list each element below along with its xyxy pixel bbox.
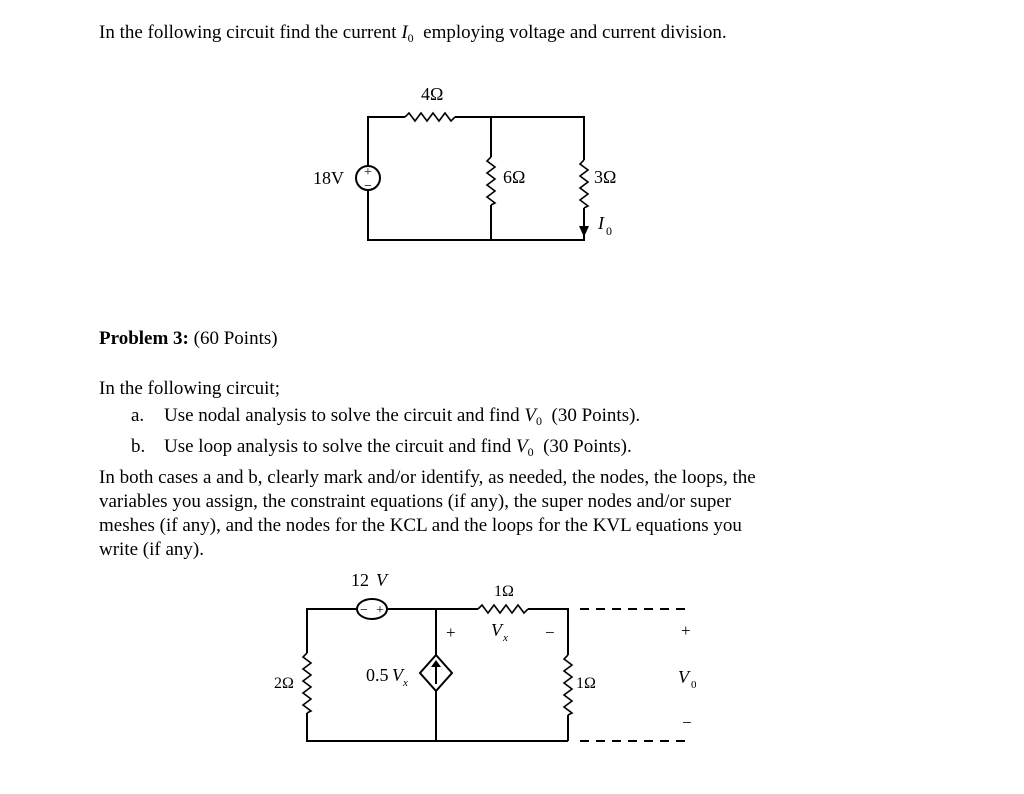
- c2-dep-coef: 0.5: [366, 665, 389, 685]
- c2-vo-var: V: [678, 667, 689, 687]
- c1-top-wire-right: [455, 117, 584, 160]
- list-tail: (30 Points).: [543, 436, 632, 457]
- c2-dep-arrow-head: [431, 660, 441, 667]
- c1-current-var: I: [598, 213, 604, 233]
- list-text: Use loop analysis to solve the circuit and find: [164, 436, 512, 457]
- c1-label-3ohm: 3Ω: [594, 167, 617, 187]
- problem-points: (60 Points): [193, 328, 278, 349]
- paragraph-line: write (if any).: [99, 539, 204, 560]
- c2-vo-minus: −: [682, 713, 692, 732]
- c2-dep-var: V: [392, 665, 403, 685]
- question-current-var: I: [401, 22, 408, 43]
- c1-current-sub: 0: [606, 224, 612, 238]
- circuit-1: [313, 84, 616, 240]
- c2-top-wire: [387, 609, 478, 655]
- c1-label-6ohm: 6Ω: [503, 167, 526, 187]
- c1-label-4ohm: 4Ω: [421, 84, 444, 104]
- c2-vx-plus: +: [446, 623, 456, 642]
- c2-resistor-2ohm: [303, 653, 311, 713]
- list-sub: 0: [527, 445, 534, 459]
- c2-label-top-1ohm: 1Ω: [494, 583, 514, 600]
- c2-vo-sub: 0: [691, 679, 697, 691]
- paragraph-line: In both cases a and b, clearly mark and/or identify, as needed, the nodes, the loops, the: [99, 467, 756, 488]
- c2-dep-sub: x: [403, 677, 408, 689]
- question-text: In the following circuit find the current: [99, 22, 397, 43]
- c1-right-wire: [368, 191, 584, 240]
- c2-left-wire: [307, 609, 568, 741]
- paragraph-line: variables you assign, the constraint equations (if any), the super nodes and/or super: [99, 491, 732, 512]
- list-text: Use nodal analysis to solve the circuit and find: [164, 405, 520, 426]
- c2-vx-var: V: [491, 620, 502, 640]
- paragraph-line: meshes (if any), and the nodes for the KCL and the loops for the KVL equations you: [99, 515, 742, 536]
- c2-resistor-top-1ohm: [478, 605, 528, 613]
- c1-resistor-3ohm: [580, 160, 588, 208]
- c2-vx-minus: −: [545, 623, 555, 642]
- list-tail: (30 Points).: [551, 405, 641, 426]
- question-current-sub: 0: [407, 31, 414, 45]
- c1-source-minus: −: [364, 179, 372, 194]
- list-sub: 0: [536, 414, 542, 428]
- problem-intro: In the following circuit;: [99, 378, 280, 399]
- list-item: [131, 435, 632, 458]
- c1-top-wire: [368, 117, 405, 166]
- c1-resistor-4ohm: [405, 113, 455, 121]
- list-marker: a.: [131, 405, 145, 426]
- c2-label-2ohm: 2Ω: [274, 675, 294, 692]
- c2-source-unit: V: [376, 570, 387, 590]
- circuit-2: [274, 570, 697, 741]
- c1-current-arrow: [579, 226, 589, 237]
- question-rest: employing voltage and current division.: [423, 22, 727, 43]
- c2-source-minus: −: [360, 603, 368, 618]
- c1-source-plus: +: [364, 165, 372, 180]
- list-marker: b.: [131, 436, 146, 457]
- problem-title: Problem 3:: [99, 328, 189, 349]
- c1-source-label: 18V: [313, 168, 344, 188]
- list-item: [131, 404, 640, 427]
- c2-source-value: 12: [351, 570, 369, 590]
- problem-heading: [99, 327, 278, 350]
- list-var: V: [515, 436, 528, 457]
- list-var: V: [524, 405, 536, 426]
- c2-vx-sub: x: [503, 632, 508, 644]
- c2-label-right-1ohm: 1Ω: [576, 675, 596, 692]
- c2-resistor-right-1ohm: [564, 655, 572, 715]
- c2-vo-plus: +: [681, 621, 691, 640]
- c2-source-plus: +: [376, 603, 384, 618]
- c1-resistor-6ohm: [487, 157, 495, 205]
